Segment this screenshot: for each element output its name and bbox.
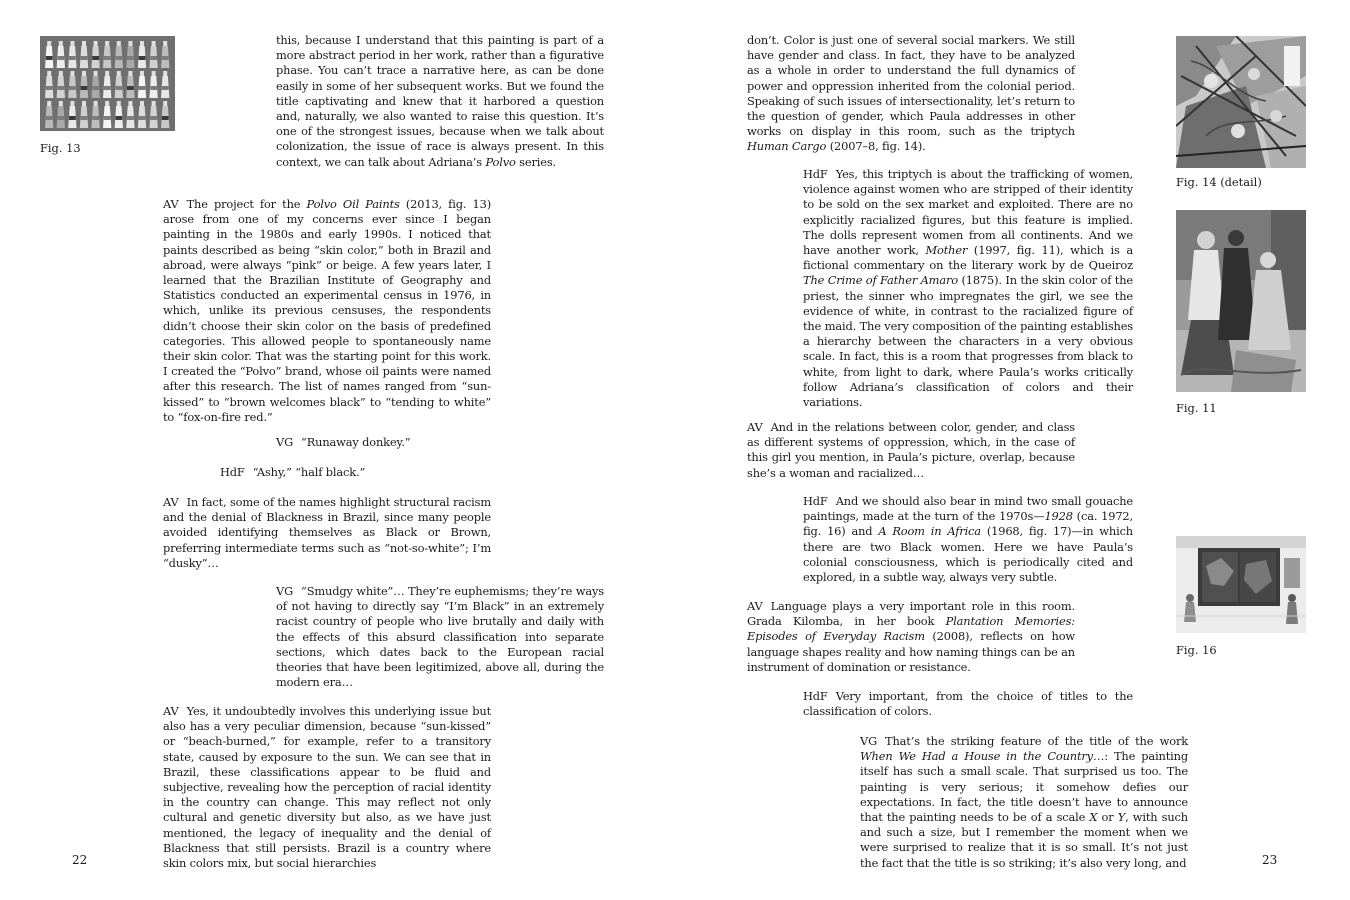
fig13-caption: Fig. 13: [40, 141, 81, 155]
page-number-right: 23: [1262, 853, 1278, 867]
speaker-label: HdF: [220, 465, 245, 479]
speaker-label: AV: [747, 420, 763, 434]
right-para-1: don’t. Color is just one of several social markers. We still have gender and class. In fact, they have to be analyzed as a whole in order to understand the full dynamics of power and oppression inherited from the colonial period. Speaking of such issues of intersectionality, let’s return to the question of gender, which Paula addresses in other works on display in this room, such as the triptych Human Cargo (2007–8, fig. 14).: [747, 33, 1075, 154]
left-para-6: VG “Smudgy white”… They’re euphemisms; they’re ways of not having to directly say “I’m Black” in an extremely racist country of people who live brutally and daily with the effects of this absurd classification into separate sections, which dates back to the European racial theories that have been legitimized, above all, during the modern era…: [276, 584, 604, 690]
fig11-image: [1176, 210, 1306, 392]
right-para-7: VG That’s the striking feature of the title of the work When We Had a House in the Country…: The painting itself has such a small scale. That surprised us too. The painting is very serious; it somehow defies our expectations. In fact, the title doesn’t have to announce that the painting needs to be of a scale X or Y, with such and such a size, but I remember the moment when we were surprised to realize that it is so small. It’s not just the fact that the title is so striking; it’s also very long, and: [860, 734, 1188, 870]
speaker-label: AV: [163, 704, 179, 718]
speaker-label: AV: [747, 599, 763, 613]
left-para-1: this, because I understand that this painting is part of a more abstract period in her work, rather than a figurative phase. You can’t trace a narrative here, as can be done easily in some of her subsequent works. But we found the title captivating and knew that it harbored a question and, naturally, we also wanted to raise this question. It’s one of the strongest issues, because when we talk about colonization, the issue of race is always present. In this context, we can talk about Adriana’s Polvo series.: [276, 33, 604, 169]
right-para-4: HdF And we should also bear in mind two small gouache paintings, made at the turn of the 1970s—1928 (ca. 1972, fig. 16) and A Room in Africa (1968, fig. 17)—in which there are two Black women. Here we have Paula’s colonial consciousness, which is periodically cited and explored, in a subtle way, always very subtle.: [803, 494, 1133, 585]
page-number-left: 22: [72, 853, 88, 867]
fig16-caption: Fig. 16: [1176, 643, 1217, 657]
speaker-label: HdF: [803, 689, 828, 703]
fig11-caption: Fig. 11: [1176, 401, 1217, 415]
speaker-label: VG: [276, 435, 294, 449]
left-para-4: HdF “Ashy,” “half black.”: [220, 465, 366, 479]
left-para-3: VG “Runaway donkey.”: [276, 435, 411, 449]
left-para-5: AV In fact, some of the names highlight structural racism and the denial of Blackness in Brazil, since many people avoided identifying themselves as Black or Brown, preferring intermediate terms such as “not-so-white”; I’m “dusky”…: [163, 495, 491, 570]
fig14-image: [1176, 36, 1306, 168]
right-para-3: AV And in the relations between color, gender, and class as different systems of oppression, which, in the case of this girl you mention, in Paula’s picture, overlap, because she’s a woman and racialized…: [747, 420, 1075, 480]
speaker-label: HdF: [803, 167, 828, 181]
speaker-label: AV: [163, 495, 179, 509]
fig16-image: [1176, 536, 1306, 633]
speaker-label: VG: [860, 734, 878, 748]
fig13-image: [40, 36, 175, 131]
speaker-label: VG: [276, 584, 294, 598]
right-para-2: HdF Yes, this triptych is about the trafficking of women, violence against women who are stripped of their identity to be sold on the sex market and exploited. There are no explicitly racialized figures, but this feature is implied. The dolls represent women from all continents. And we have another work, Mother (1997, fig. 11), which is a fictional commentary on the literary work by de Queiroz The Crime of Father Amaro (1875). In the skin color of the priest, the sinner who impregnates the girl, we see the evidence of white, in contrast to the racialized figure of the maid. The very composition of the painting establishes a hierarchy between the characters in a very obvious scale. In fact, this is a room that progresses from black to white, from light to dark, where Paula’s works critically follow Adriana’s classification of colors and their variations.: [803, 167, 1133, 410]
left-para-7: AV Yes, it undoubtedly involves this underlying issue but also has a very peculiar dimension, because “sun-kissed” or “beach-burned,” for example, refer to a transitory state, caused by exposure to the sun. We can see that in Brazil, these classifications appear to be fluid and subjective, revealing how the perception of racial identity in the country can change. This may reflect not only cultural and genetic diversity but also, as we have just mentioned, the legacy of inequality and the denial of Blackness that still persists. Brazil is a country where skin colors mix, but social hierarchies: [163, 704, 491, 871]
left-para-2: AV The project for the Polvo Oil Paints (2013, fig. 13) arose from one of my concerns ever since I began painting in the 1980s and early 1990s. I noticed that paints described as being “skin color,” both in Brazil and abroad, were always “pink” or beige. A few years later, I learned that the Brazilian Institute of Geography and Statistics conducted an experimental census in 1976, in which, unlike its previous censuses, the respondents didn’t choose their skin color on the basis of predefined categories. This allowed people to spontaneously name their skin color. That was the starting point for this work. I created the “Polvo” brand, whose oil paints were named after this research. The list of names ranged from “sun-kissed” to “brown welcomes black” to “tending to white” to “fox-on-fire red.”: [163, 197, 491, 424]
speaker-label: HdF: [803, 494, 828, 508]
speaker-label: AV: [163, 197, 179, 211]
right-para-6: HdF Very important, from the choice of titles to the classification of colors.: [803, 689, 1133, 719]
right-para-5: AV Language plays a very important role in this room. Grada Kilomba, in her book Plantation Memories: Episodes of Everyday Racism (2008), reflects on how language shapes reality and how naming things can be an instrument of domination or resistance.: [747, 599, 1076, 674]
fig14-caption: Fig. 14 (detail): [1176, 175, 1262, 189]
